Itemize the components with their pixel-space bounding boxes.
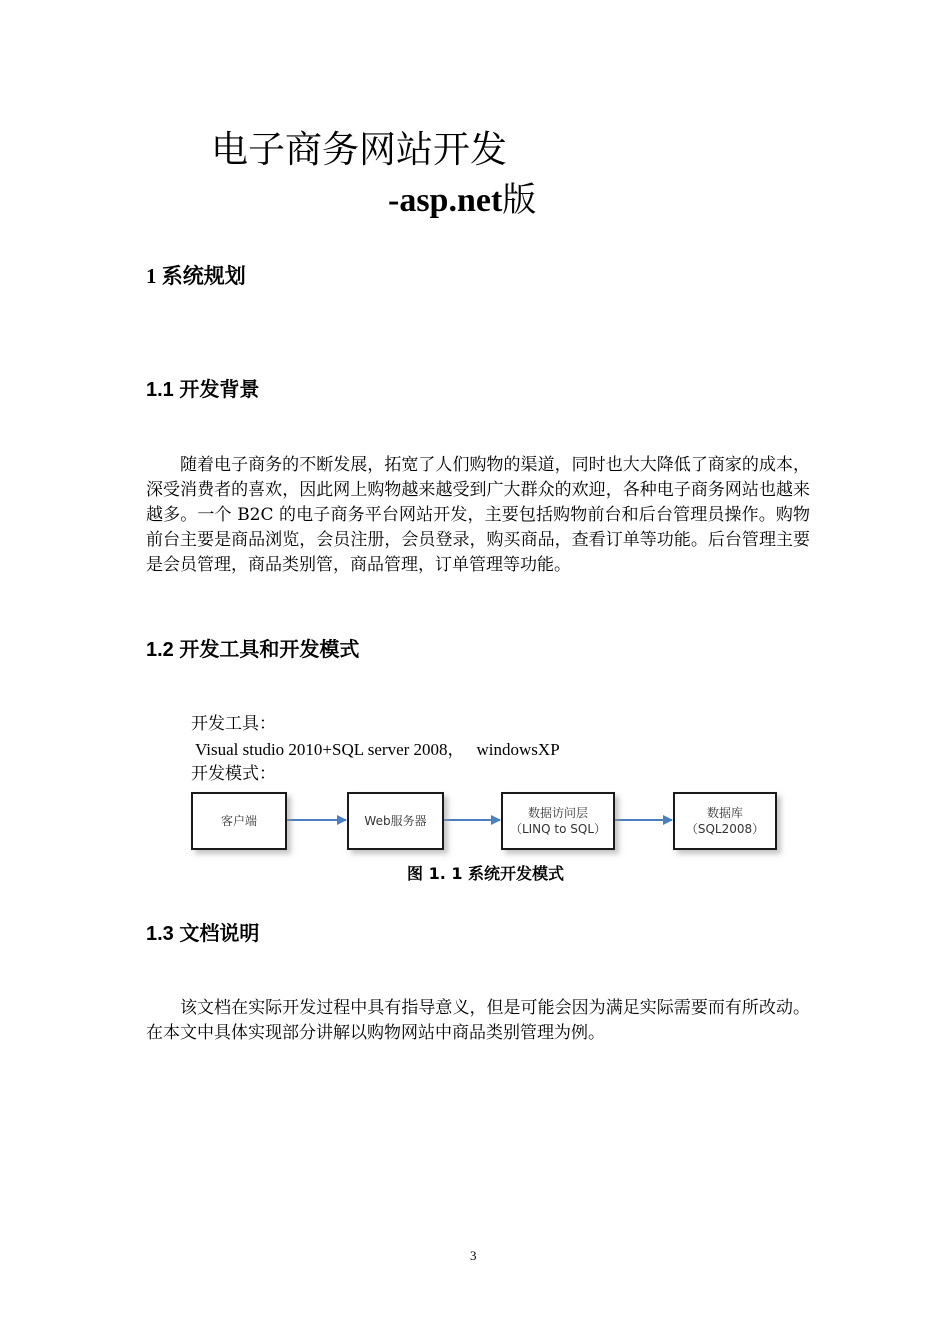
section-1-number: 1 bbox=[146, 264, 157, 288]
page-number: 3 bbox=[470, 1248, 477, 1263]
subtitle-cjk: 版 bbox=[502, 180, 537, 220]
section-1-2-number: 1.2 bbox=[146, 639, 174, 661]
section-1-1-number: 1.1 bbox=[146, 379, 174, 401]
box-database-line1: 数据库 bbox=[706, 806, 743, 820]
diagram-box-web-server bbox=[347, 792, 444, 850]
box-web-server-label: Web服务器 bbox=[364, 814, 427, 828]
section-1-1-label: 开发背景 bbox=[179, 377, 260, 401]
section-1-2-label: 开发工具和开发模式 bbox=[179, 637, 360, 661]
section-1-1-paragraph: 随着电子商务的不断发展，拓宽了人们购物的渠道，同时也大大降低了商家的成本，深受消费者的喜欢，因此网上购物越来越受到广大群众的欢迎，各种电子商务网站也越来越多。一个 B2C 的电子商务平台网站开发，主要包括购物前台和后台管理员操作。购物前台主要是商品浏览，会员注册，会员登录，购买商品，查看订单等功能。后台管理主要是会员管理，商品类别管，商品管理，订单管理等功能。 bbox=[146, 455, 810, 575]
section-1-3-paragraph: 该文档在实际开发过程中具有指导意义，但是可能会因为满足实际需要而有所改动。在本文中具体实现部分讲解以购物网站中商品类别管理为例。 bbox=[146, 998, 810, 1043]
box-database-line2: （SQL2008） bbox=[685, 822, 765, 836]
diagram-box-database bbox=[673, 792, 777, 850]
tools-value-os: windowsXP bbox=[476, 740, 560, 759]
diagram-box-data-access bbox=[501, 792, 615, 850]
section-1-3-number: 1.3 bbox=[146, 923, 174, 945]
box-client-label: 客户端 bbox=[220, 814, 257, 828]
tools-value-main: Visual studio 2010+SQL server 2008， bbox=[195, 740, 465, 759]
section-1-label: 系统规划 bbox=[161, 264, 246, 288]
diagram-box-client bbox=[191, 792, 287, 850]
mode-label: 开发模式： bbox=[191, 764, 276, 784]
subtitle-latin: -asp.net bbox=[388, 182, 503, 219]
document-title: 电子商务网站开发 bbox=[211, 128, 507, 171]
figure-caption: 图 1. 1 系统开发模式 bbox=[407, 864, 565, 883]
section-1-3-label: 文档说明 bbox=[179, 921, 260, 945]
box-data-access-line2: （LINQ to SQL） bbox=[509, 822, 607, 836]
tools-label: 开发工具： bbox=[191, 714, 276, 734]
section-1-3-heading bbox=[146, 920, 259, 947]
box-data-access-line1: 数据访问层 bbox=[527, 806, 588, 820]
